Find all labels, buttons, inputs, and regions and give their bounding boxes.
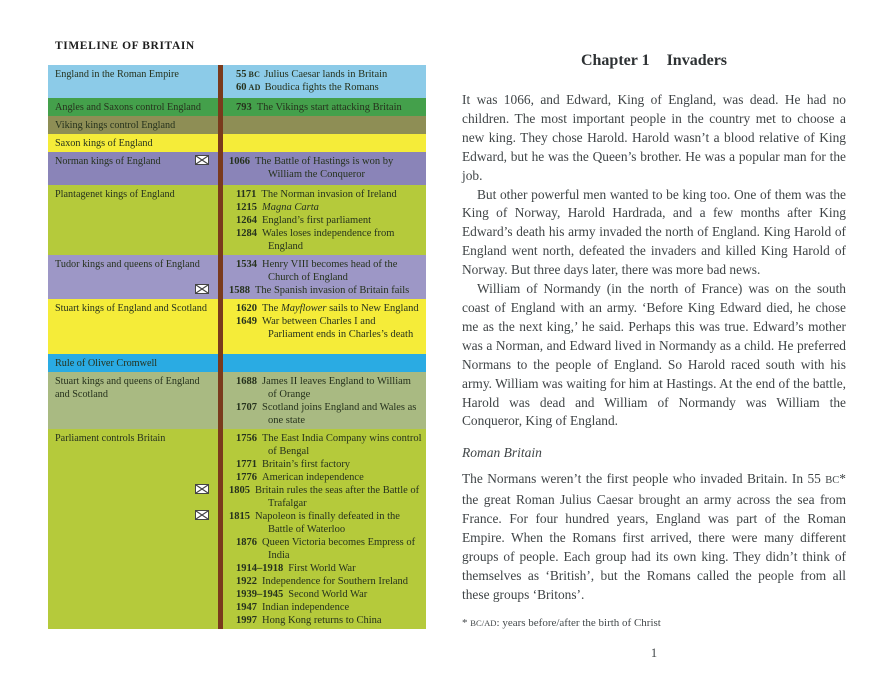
event-text: Britain’s first factory	[262, 459, 351, 470]
event	[236, 536, 422, 562]
event-text: Queen Victoria becomes Empress of India	[262, 537, 416, 561]
paragraph: The Normans weren’t the first people who invaded Britain. In 55 BC* the great Roman Julius Caesar brought an army across the sea from France. For four hundred years, England was part of the Roman Empire. When the Romans first arrived, there were many different groups of people. Each group had its own king. They didn’t think of themselves as ‘British’, but the Romans called the people from all these groups ‘Britons’.	[462, 471, 846, 602]
event	[229, 155, 422, 181]
row-label: Stuart kings and queens of England and Scotland	[55, 376, 200, 400]
event	[236, 601, 422, 614]
event-year: 1534	[236, 259, 257, 270]
event-year: 1066	[229, 156, 250, 167]
event-year: 1815	[229, 511, 250, 522]
timeline-column-divider	[218, 65, 223, 629]
event	[236, 614, 422, 627]
event-text: Independence for Southern Ireland	[262, 576, 409, 587]
event	[229, 284, 422, 297]
event-text: Britain rules the seas after the Battle of Trafalgar	[255, 485, 420, 509]
event-text: Magna Carta	[262, 202, 319, 213]
timeline-row	[48, 299, 426, 354]
timeline-table	[48, 65, 426, 629]
event-year: 1264	[236, 215, 257, 226]
event-year: 1771	[236, 459, 257, 470]
footnote-text: : years before/after the birth of Christ	[496, 616, 661, 629]
row-label: Parliament controls Britain	[55, 433, 166, 444]
timeline-row	[48, 152, 426, 185]
row-label: Saxon kings of England	[55, 138, 153, 149]
event-year: 1284	[236, 228, 257, 239]
event-text: Henry VIII becomes head of the Church of England	[262, 259, 398, 283]
row-events	[218, 98, 426, 116]
event	[236, 68, 422, 81]
event-text: The Vikings start attacking Britain	[256, 102, 402, 113]
section-heading: Roman Britain	[462, 445, 542, 461]
event-year: 1914–1918	[236, 563, 284, 574]
event	[236, 188, 422, 201]
smallcaps-bc: BC	[825, 475, 840, 487]
event-text: The Mayflower sails to New England	[262, 303, 419, 314]
timeline-row	[48, 372, 426, 429]
event-year: 1939–1945	[236, 589, 284, 600]
event-text: Second World War	[288, 589, 368, 600]
event-year: 1588	[229, 285, 250, 296]
event	[236, 302, 422, 315]
event-year: 60	[236, 82, 247, 93]
event-text: Boudica fights the Romans	[264, 82, 379, 93]
event-text: Wales loses independence from England	[262, 228, 395, 252]
event-text: War between Charles I and Parliament ends in Charles’s death	[262, 316, 414, 340]
event-year: 1171	[236, 189, 257, 200]
event	[236, 214, 422, 227]
event	[236, 471, 422, 484]
event	[236, 401, 422, 427]
event-era: AD	[248, 83, 261, 92]
event	[236, 458, 422, 471]
row-events	[218, 372, 426, 429]
row-events	[218, 116, 426, 134]
paragraph: William of Normandy (in the north of France) was on the south coast of England with an army. ‘Before King Edward died, he chose me as the next king,’ he said. Perhaps this was true. Edward’s mother was a Norman, and Edward lived in Normandy as a child. He preferred Normans to the people of England. So Harold raced south with his army. William was waiting for him at Hastings. At the end of the battle, Harold was dead and William of Normandy was William the Conqueror, King of England.	[462, 281, 846, 429]
row-label: Viking kings control England	[55, 120, 176, 131]
event	[236, 315, 422, 341]
event-text: England’s first parliament	[262, 215, 372, 226]
row-label: Rule of Oliver Cromwell	[55, 358, 158, 369]
event	[229, 510, 422, 536]
event	[236, 81, 422, 94]
event-year: 1756	[236, 433, 257, 444]
footnote	[462, 617, 846, 629]
footnote-marker: *	[462, 616, 471, 629]
event-text: The Norman invasion of Ireland	[261, 189, 397, 200]
smallcaps-bcad: BC/AD	[470, 617, 497, 628]
row-events	[218, 152, 426, 185]
event-text: Julius Caesar lands in Britain	[264, 69, 388, 80]
timeline-row	[48, 98, 426, 116]
event-text: James II leaves England to William of Orange	[262, 376, 411, 400]
row-events	[218, 134, 426, 152]
row-label: Angles and Saxons control England	[55, 102, 201, 113]
event-text: American independence	[262, 472, 364, 483]
row-events	[218, 429, 426, 629]
timeline-row	[48, 429, 426, 629]
event	[236, 575, 422, 588]
event-year: 1688	[236, 376, 257, 387]
page-number: 1	[650, 645, 658, 660]
event-year: 1620	[236, 303, 257, 314]
row-events	[218, 299, 426, 354]
chapter-label: Chapter 1	[580, 52, 650, 69]
row-events	[218, 255, 426, 299]
chapter-title: Invaders	[666, 52, 728, 69]
paragraph: It was 1066, and Edward, King of England, was dead. He had no children. The most important people in the country met to choose a new king. They chose Harold. Harold wasn’t a blood relative of King Edward, but he was the Queen’s brother. He was a popular man for the job.	[462, 92, 846, 183]
event-text: First World War	[288, 563, 356, 574]
event-year: 1805	[229, 485, 250, 496]
row-label: England in the Roman Empire	[55, 69, 179, 80]
event	[236, 432, 422, 458]
event	[236, 201, 422, 214]
event-year: 1876	[236, 537, 257, 548]
event-year: 1947	[236, 602, 257, 613]
event-year: 793	[236, 102, 252, 113]
event-era: BC	[248, 70, 261, 79]
event-text: The Spanish invasion of Britain fails	[255, 285, 410, 296]
event-text: The Battle of Hastings is won by William the Conqueror	[255, 156, 394, 180]
event-text: The East India Company wins control of Bengal	[262, 433, 422, 457]
event-year: 1776	[236, 472, 257, 483]
event	[236, 375, 422, 401]
event-year: 1707	[236, 402, 257, 413]
timeline-row	[48, 354, 426, 372]
timeline-row	[48, 185, 426, 255]
event-year: 1649	[236, 316, 257, 327]
timeline-title: TIMELINE OF BRITAIN	[55, 40, 195, 52]
event-year: 1215	[236, 202, 257, 213]
event	[236, 258, 422, 284]
row-events	[218, 65, 426, 98]
chapter-page	[462, 52, 846, 661]
event-text: Indian independence	[262, 602, 350, 613]
row-label: Stuart kings of England and Scotland	[55, 303, 207, 314]
row-events	[218, 185, 426, 255]
event-text: Napoleon is finally defeated in the Battle of Waterloo	[255, 511, 400, 535]
event-year: 1997	[236, 615, 257, 626]
row-events	[218, 354, 426, 372]
row-label: Tudor kings and queens of England	[55, 259, 200, 270]
event-text: Hong Kong returns to China	[262, 615, 382, 626]
event	[229, 484, 422, 510]
paragraph: But other powerful men wanted to be king too. One of them was the King of Norway, Harold Hardrada, and a few months after King Edward’s death his army invaded the north of England. King Harold of England went north, defeated the invaders and killed King Harold of Norway. But three days later, there was more bad news.	[462, 186, 846, 278]
timeline-row	[48, 255, 426, 299]
row-label: Plantagenet kings of England	[55, 189, 175, 200]
row-label: Norman kings of England	[55, 156, 161, 167]
chapter-heading	[462, 52, 846, 70]
event-year: 55	[236, 69, 247, 80]
event	[236, 588, 422, 601]
timeline-row	[48, 134, 426, 152]
timeline-row	[48, 65, 426, 98]
event	[236, 101, 422, 114]
event-year: 1922	[236, 576, 257, 587]
event-text: Scotland joins England and Wales as one state	[262, 402, 417, 426]
event	[236, 227, 422, 253]
timeline-row	[48, 116, 426, 134]
timeline-page	[48, 40, 426, 629]
event	[236, 562, 422, 575]
